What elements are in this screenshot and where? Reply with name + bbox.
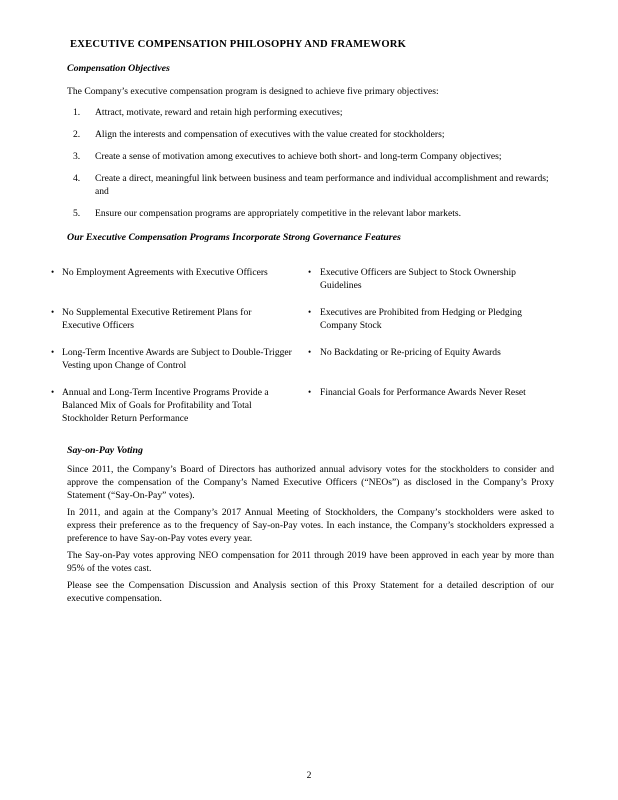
- governance-row: [51, 306, 554, 332]
- section-heading-compensation-objectives: Compensation Objectives: [67, 63, 170, 74]
- section-heading-say-on-pay: Say-on-Pay Voting: [67, 445, 143, 456]
- bullet-icon: •: [51, 387, 55, 397]
- objective-item: [73, 172, 554, 198]
- objective-text: Create a sense of motivation among executives to achieve both short- and long-term Company objectives;: [95, 151, 502, 162]
- bullet-icon: •: [308, 307, 312, 317]
- governance-item: [308, 266, 558, 292]
- governance-item: [308, 386, 558, 425]
- objective-text: Align the interests and compensation of executives with the value created for stockholders;: [95, 129, 445, 140]
- governance-item: [308, 306, 558, 332]
- bullet-icon: •: [308, 267, 312, 277]
- objective-number: 5.: [73, 208, 81, 219]
- objective-item: [73, 128, 554, 141]
- governance-item-text: No Employment Agreements with Executive Officers: [62, 267, 268, 278]
- governance-item-text: Executives are Prohibited from Hedging or Pledging Company Stock: [320, 307, 522, 331]
- intro-paragraph: The Company’s executive compensation program is designed to achieve five primary objectives:: [67, 86, 439, 97]
- objective-number: 4.: [73, 173, 81, 184]
- governance-item: [308, 346, 558, 372]
- bullet-icon: •: [51, 267, 55, 277]
- governance-item-text: Financial Goals for Performance Awards Never Reset: [320, 387, 526, 398]
- governance-item-text: Annual and Long-Term Incentive Programs Provide a Balanced Mix of Goals for Profitability and Total Stockholder Return Performance: [62, 387, 269, 424]
- objective-text: Ensure our compensation programs are appropriately competitive in the relevant labor markets.: [95, 208, 462, 219]
- bullet-icon: •: [308, 387, 312, 397]
- governance-grid: [51, 266, 554, 425]
- governance-item-text: No Supplemental Executive Retirement Plans for Executive Officers: [62, 307, 252, 331]
- bullet-icon: •: [51, 307, 55, 317]
- governance-row: [51, 386, 554, 425]
- bullet-icon: •: [51, 347, 55, 357]
- governance-item: [51, 266, 308, 292]
- governance-row: [51, 346, 554, 372]
- body-paragraph: In 2011, and again at the Company’s 2017 Annual Meeting of Stockholders, the Company’s stockholders were asked to express their preference as to the frequency of Say-on-Pay votes. In each instance, the Company’s stockholders expressed a preference to have Say-on-Pay votes every year.: [67, 507, 554, 544]
- objective-text: Attract, motivate, reward and retain high performing executives;: [95, 107, 343, 118]
- governance-item: [51, 386, 308, 425]
- objective-text: Create a direct, meaningful link between business and team performance and individual accomplishment and rewards; and: [95, 173, 549, 197]
- objective-item: [73, 106, 554, 119]
- governance-item-text: Long-Term Incentive Awards are Subject to Double-Trigger Vesting upon Change of Control: [62, 347, 292, 371]
- objective-item: [73, 150, 554, 163]
- body-paragraph: Since 2011, the Company’s Board of Directors has authorized annual advisory votes for the stockholders to consider and approve the compensation of the Company’s Named Executive Officers (“NEOs”) as disclosed in the Company’s Proxy Statement (“Say-On-Pay” votes).: [67, 464, 554, 501]
- page-number: 2: [306, 770, 312, 781]
- governance-item-text: No Backdating or Re-pricing of Equity Awards: [320, 347, 501, 358]
- page-title: EXECUTIVE COMPENSATION PHILOSOPHY AND FRAMEWORK: [70, 39, 407, 50]
- body-paragraph: Please see the Compensation Discussion and Analysis section of this Proxy Statement for a detailed description of our executive compensation.: [67, 580, 554, 604]
- objective-item: [73, 207, 554, 220]
- section-heading-governance: Our Executive Compensation Programs Incorporate Strong Governance Features: [67, 232, 401, 243]
- objective-number: 3.: [73, 151, 81, 162]
- objective-number: 1.: [73, 107, 81, 118]
- governance-row: [51, 266, 554, 292]
- bullet-icon: •: [308, 347, 312, 357]
- objective-number: 2.: [73, 129, 81, 140]
- governance-item: [51, 346, 308, 372]
- body-paragraph: The Say-on-Pay votes approving NEO compensation for 2011 through 2019 have been approved in each year by more than 95% of the votes cast.: [67, 550, 554, 574]
- governance-item-text: Executive Officers are Subject to Stock Ownership Guidelines: [320, 267, 516, 291]
- governance-item: [51, 306, 308, 332]
- objectives-list: [67, 106, 554, 220]
